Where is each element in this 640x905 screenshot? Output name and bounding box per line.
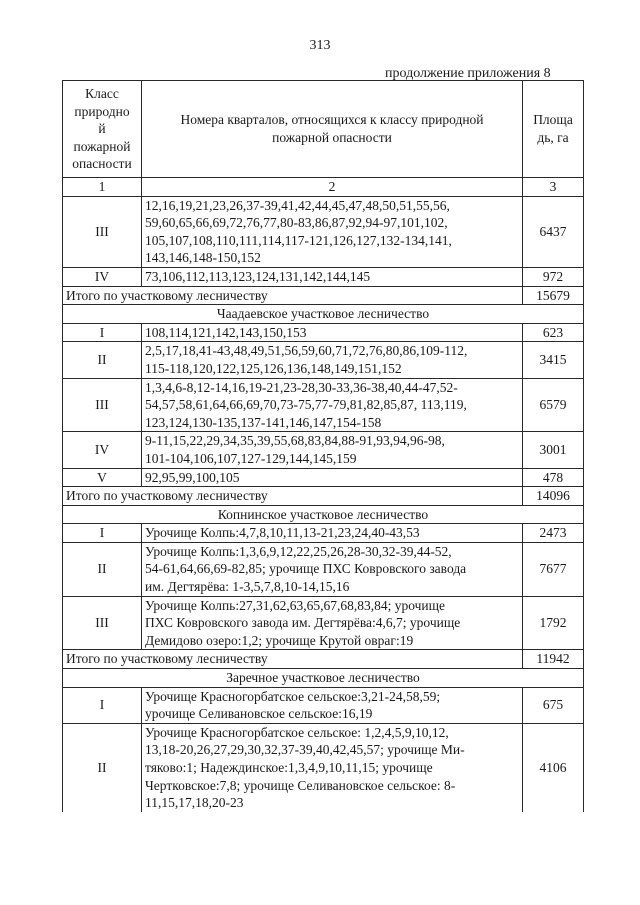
header-class <box>63 81 142 178</box>
text-line: 11,15,17,18,20-23 <box>145 795 244 811</box>
text-line: Номера кварталов, относящихся к классу природной <box>180 112 484 128</box>
table-row <box>63 342 584 378</box>
area-cell: 623 <box>523 323 584 342</box>
quarters-cell <box>142 323 523 342</box>
text-line: 92,95,99,100,105 <box>145 469 240 485</box>
column-number: 1 <box>63 178 142 197</box>
total-row <box>63 650 584 669</box>
text-line: Урочище Колпь:1,3,6,9,12,22,25,26,28-30,32-39,44-52, <box>145 543 452 559</box>
section-title: Копнинское участковое лесничество <box>63 505 584 524</box>
area-cell: 972 <box>523 267 584 286</box>
text-line: 73,106,112,113,123,124,131,142,144,145 <box>145 268 371 284</box>
column-number: 2 <box>142 178 523 197</box>
section-title-row <box>63 505 584 524</box>
text-line: 143,146,148-150,152 <box>145 250 261 266</box>
text-line: Урочище Красногорбатское сельское: 1,2,4,5,9,10,12, <box>145 724 449 740</box>
header-row <box>63 81 584 178</box>
table-row <box>63 432 584 468</box>
header-area <box>523 81 584 178</box>
total-area: 14096 <box>523 487 584 506</box>
table-row <box>63 378 584 432</box>
quarters-cell <box>142 267 523 286</box>
quarters-cell <box>142 432 523 468</box>
text-line: 9-11,15,22,29,34,35,39,55,68,83,84,88-91,93,94,96-98, <box>145 433 445 449</box>
table-row <box>63 524 584 543</box>
class-cell: I <box>63 687 142 723</box>
text-line: им. Дегтярёва: 1-3,5,7,8,10-14,15,16 <box>145 579 350 595</box>
class-cell: IV <box>63 432 142 468</box>
section-title-row <box>63 305 584 324</box>
table-row <box>63 723 584 811</box>
text-line: 108,114,121,142,143,150,153 <box>145 324 307 340</box>
total-row <box>63 286 584 305</box>
area-cell: 7677 <box>523 542 584 596</box>
text-line: Класс <box>85 86 119 102</box>
table-row <box>63 267 584 286</box>
text-line: 54-61,64,66,69-82,85; урочище ПХС Ковровского завода <box>145 561 467 577</box>
total-label: Итого по участковому лесничеству <box>63 286 523 305</box>
total-label: Итого по участковому лесничеству <box>63 650 523 669</box>
table-row <box>63 596 584 650</box>
class-cell: II <box>63 342 142 378</box>
text-line: й <box>98 121 106 137</box>
column-number-row <box>63 178 584 197</box>
quarters-cell <box>142 378 523 432</box>
section-title: Заречное участковое лесничество <box>63 669 584 688</box>
table-row <box>63 687 584 723</box>
header-quarters <box>142 81 523 178</box>
text-line: природно <box>74 103 130 119</box>
area-cell: 4106 <box>523 723 584 811</box>
section-title: Чаадаевское участковое лесничество <box>63 305 584 324</box>
total-area: 15679 <box>523 286 584 305</box>
table-row <box>63 323 584 342</box>
area-cell: 6437 <box>523 196 584 267</box>
area-cell: 3415 <box>523 342 584 378</box>
class-cell: I <box>63 524 142 543</box>
class-cell: II <box>63 542 142 596</box>
text-line: 13,18-20,26,27,29,30,32,37-39,40,42,45,57; урочище Ми- <box>145 742 465 758</box>
quarters-cell <box>142 468 523 487</box>
area-cell: 478 <box>523 468 584 487</box>
quarters-cell <box>142 596 523 650</box>
text-line: тяково:1; Надеждинское:1,3,4,9,10,11,15; урочище <box>145 760 433 775</box>
total-label: Итого по участковому лесничеству <box>63 487 523 506</box>
text-line: дь, га <box>537 130 569 145</box>
area-cell: 1792 <box>523 596 584 650</box>
quarters-cell <box>142 524 523 543</box>
text-line: 12,16,19,21,23,26,37-39,41,42,44,45,47,48,50,51,55,56, <box>145 197 450 213</box>
text-line: 105,107,108,110,111,114,117-121,126,127,132-134,141, <box>145 232 452 248</box>
text-line: 54,57,58,61,64,66,69,70,73-75,77-79,81,82,85,87, 113,119, <box>145 397 467 413</box>
text-line: Урочище Красногорбатское сельское:3,21-24,58,59; <box>145 688 441 704</box>
table-row <box>63 468 584 487</box>
text-line: урочище Селивановское сельское:16,19 <box>145 706 373 722</box>
text-line: 59,60,65,66,69,72,76,77,80-83,86,87,92,94-97,101,102, <box>145 215 448 231</box>
area-cell: 675 <box>523 687 584 723</box>
total-row <box>63 487 584 506</box>
column-number: 3 <box>523 178 584 197</box>
fire-danger-table <box>62 80 584 812</box>
text-line: 2,5,17,18,41-43,48,49,51,56,59,60,71,72,76,80,86,109-112, <box>145 343 468 359</box>
text-line: ПХС Ковровского завода им. Дегтярёва:4,6,7; урочище <box>145 615 461 631</box>
area-cell: 6579 <box>523 378 584 432</box>
text-line: Урочище Колпь:27,31,62,63,65,67,68,83,84; урочище <box>145 597 445 613</box>
table-row <box>63 196 584 267</box>
class-cell: I <box>63 323 142 342</box>
class-cell: III <box>63 378 142 432</box>
quarters-cell <box>142 723 523 811</box>
text-line: 101-104,106,107,127-129,144,145,159 <box>145 450 357 466</box>
text-line: 115-118,120,122,125,126,136,148,149,151,152 <box>145 360 402 376</box>
class-cell: II <box>63 723 142 811</box>
page-number: 313 <box>309 38 331 53</box>
total-area: 11942 <box>523 650 584 669</box>
text-line: Демидово озеро:1,2; урочище Крутой овраг:19 <box>145 632 414 648</box>
continuation-note: продолжение приложения 8 <box>385 66 551 81</box>
text-line: Урочище Колпь:4,7,8,10,11,13-21,23,24,40-43,53 <box>145 525 420 541</box>
text-line: пожарной <box>73 138 131 154</box>
text-line: Чертковское:7,8; урочище Селивановское сельское: 8- <box>145 777 456 793</box>
area-cell: 2473 <box>523 524 584 543</box>
class-cell: III <box>63 196 142 267</box>
class-cell: V <box>63 468 142 487</box>
section-title-row <box>63 669 584 688</box>
quarters-cell <box>142 542 523 596</box>
text-line: опасности <box>72 156 132 172</box>
text-line: Площа <box>533 112 573 128</box>
text-line: пожарной опасности <box>272 130 392 145</box>
text-line: 123,124,130-135,137-141,146,147,154-158 <box>145 414 382 430</box>
text-line: 1,3,4,6-8,12-14,16,19-21,23-28,30-33,36-38,40,44-47,52- <box>145 379 458 395</box>
class-cell: IV <box>63 267 142 286</box>
quarters-cell <box>142 196 523 267</box>
area-cell: 3001 <box>523 432 584 468</box>
class-cell: III <box>63 596 142 650</box>
table-row <box>63 542 584 596</box>
quarters-cell <box>142 342 523 378</box>
quarters-cell <box>142 687 523 723</box>
